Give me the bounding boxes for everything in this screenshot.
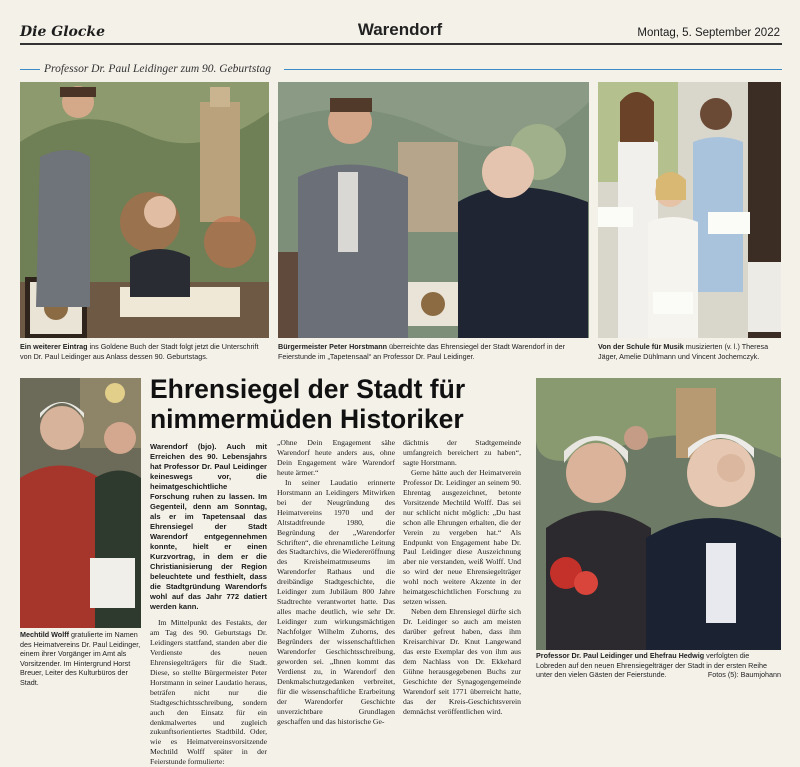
caption-photo1-text: ins Goldene Buch der Stadt folgt jetzt die Unterschrift von Dr. Paul Leidinger aus Anlass dessen 90. Geburtstags. — [20, 342, 259, 361]
section-title: Warendorf — [357, 20, 443, 39]
photo-credit: Fotos (5): Baumjohann — [707, 670, 781, 680]
newspaper-logo: Die Glocke — [20, 24, 105, 40]
photo-mechtild-wolff — [20, 378, 141, 628]
caption-photo1-lead: Ein weiterer Eintrag — [20, 342, 88, 351]
masthead-rule — [20, 43, 782, 45]
article-paragraph: In seiner Laudatio erinnerte Horstmann an Leidingers Mitwirken bei der Neugründung des Heimatvereins 1970 und der Altstadtfreunde 1980, die Begründung der „Warendorfer Schriften“, die ehrenamtliche Leitung des Stadtarchivs, die Wiedereröffnung des Kreisheimatmuseums im Warendorfer Rathaus und die dreibändige Stadtgeschichte, die Leidinger zum Jubiläum 800 Jahre Stadtrechte verantwortet hatte. Das alles mache deutlich, wie sehr Dr. Leidinger zum wirkungsmächtigen Nachfolger Wilhelm Zuhorns, des Begründers der wissenschaftlichen Warendorfer Geschichtsschreibung, geworden sei. „Ihnen kommt das Verdienst zu, in Warendorf den Denkmalschutzgedanken verbreitet, für die wissenschaftliche Erarbeitung der Warendorfer Geschichte unverzichtbare Grundlagen geschaffen und das historische Ge- — [277, 477, 395, 726]
caption-photo5-text: verfolgten die Lobreden auf den neuen Ehrensiegelträger der Stadt in der ersten Reihe unter den vielen Gästen der Feierstunde. — [536, 651, 767, 680]
issue-date: Montag, 5. September 2022 — [637, 27, 780, 39]
masthead — [0, 0, 800, 48]
caption-photo5 — [536, 651, 781, 680]
caption-photo2-lead: Bürgermeister Peter Horstmann — [278, 342, 388, 351]
photo-leidinger-and-wife — [536, 378, 781, 650]
caption-photo5-lead: Professor Dr. Paul Leidinger und Ehefrau Hedwig — [536, 651, 705, 660]
caption-photo1 — [20, 342, 269, 361]
article-paragraph: „Ohne Dein Engagement sähe Warendorf heute anders aus, ohne Dein Engagement wäre Warendorf heute ärmer.“ — [277, 438, 395, 477]
kicker-rule-right — [284, 69, 782, 70]
article-lead-paragraph: Warendorf (bjo). Auch mit Erreichen des 90. Lebensjahrs hat Professor Dr. Paul Leidinger keineswegs vor, die heimatgeschichtliche Forschung ruhen zu lassen. Im Gegenteil, denn am Sonntag, als er im Tapetensaal das Ehrensiegel der Stadt Warendorf entgegennehmen konnte, hielt er einen Kurzvortrag, in dem er die Christianisierung der Region beleuchtete und festhielt, dass die Stadtgründung Warendorfs wohl auf das Jahr 772 datiert werden kann. — [150, 442, 267, 611]
article-paragraph: dächtnis der Stadtgemeinde umfangreich bereichert zu haben“, sagte Horstmann. — [403, 438, 521, 467]
caption-photo4 — [20, 630, 141, 688]
article-column-1 — [150, 442, 267, 767]
article-paragraph: Gerne hätte auch der Heimatverein Professor Dr. Leidinger an seinem 90. Ehrentag ausgezeichnet, betonte Vorsitzende Mechtild Wolff. Das sei nur schlicht nicht möglich: „Du hast schon alle Ehrungen erhalten, die der Verein zu vergeben hat.“ Als Endpunkt von Engagement habe Dr. Paul Leidinger diese Auszeichnung aber nie verstanden, weiß Wolff. Und so wird der neue Ehrensiegelträger wohl noch weitere Akzente in der heimatgeschichtlichen Forschung zu setzen wissen. — [403, 467, 521, 607]
article-column-2 — [277, 438, 395, 727]
article-column-3 — [403, 438, 521, 717]
article-headline: Ehrensiegel der Stadt für nimmermüden Historiker — [150, 374, 466, 434]
photo-seal-presentation — [278, 82, 589, 338]
caption-photo4-text: gratulierte im Namen des Heimatvereins Dr. Paul Leidinger, einem ihrer Vorgänger im Amt als Vorsitzender. Im Hintergrund Horst Breuer, Leiter des Kulturbüros der Stadt. — [20, 630, 141, 687]
caption-photo4-lead: Mechtild Wolff — [20, 630, 69, 639]
caption-photo3 — [598, 342, 781, 361]
kicker-line: Professor Dr. Paul Leidinger zum 90. Geburtstag — [44, 63, 272, 75]
article-paragraph: Neben dem Ehrensiegel dürfte sich Dr. Leidinger so auch am meisten darüber gefreut haben, dass ihm Kreisarchivar Dr. Knut Langewand das erste Exemplar des von ihm aus dem Nachlass von Dr. Ekkehard Gühne herausgegebenen Buchs zur Geschichte der Synagogengemeinde Warendorf seit 1771 überreicht hatte, das der Kreis-Geschichtsverein demnächst veröffentlichen wird. — [403, 607, 521, 716]
article-paragraph: Im Mittelpunkt des Festakts, der am Tag des 90. Geburtstags Dr. Leidingers stattfand, standen aber die Verdienste des neuen Ehrensiegelträgers für die Stadt. Diese, so stellte Bürgermeister Peter Horstmann in seiner Laudatio heraus, beträfen nicht nur die Stadtgeschichtsschreibung, sondern auch den Einsatz für ein denkmalwertes und zugleich zukunftsorientiertes Stadtbild. Oder, wie es Heimatvereinsvorsitzende Mechtild Wolff später in der Feierstunde formulierte: — [150, 618, 267, 767]
caption-photo3-lead: Von der Schule für Musik — [598, 342, 684, 351]
caption-photo3-text: musizierten (v. l.) Theresa Jäger, Amelie Dühlmann und Vincent Jochemczyk. — [598, 342, 769, 361]
caption-photo2-text: überreichte das Ehrensiegel der Stadt Warendorf in der Feierstunde im „Tapetensaal“ an Professor Dr. Paul Leidinger. — [278, 342, 565, 361]
photo-music-school — [598, 82, 781, 338]
photo-golden-book — [20, 82, 269, 338]
kicker-rule-left — [20, 69, 40, 70]
caption-photo2 — [278, 342, 589, 361]
